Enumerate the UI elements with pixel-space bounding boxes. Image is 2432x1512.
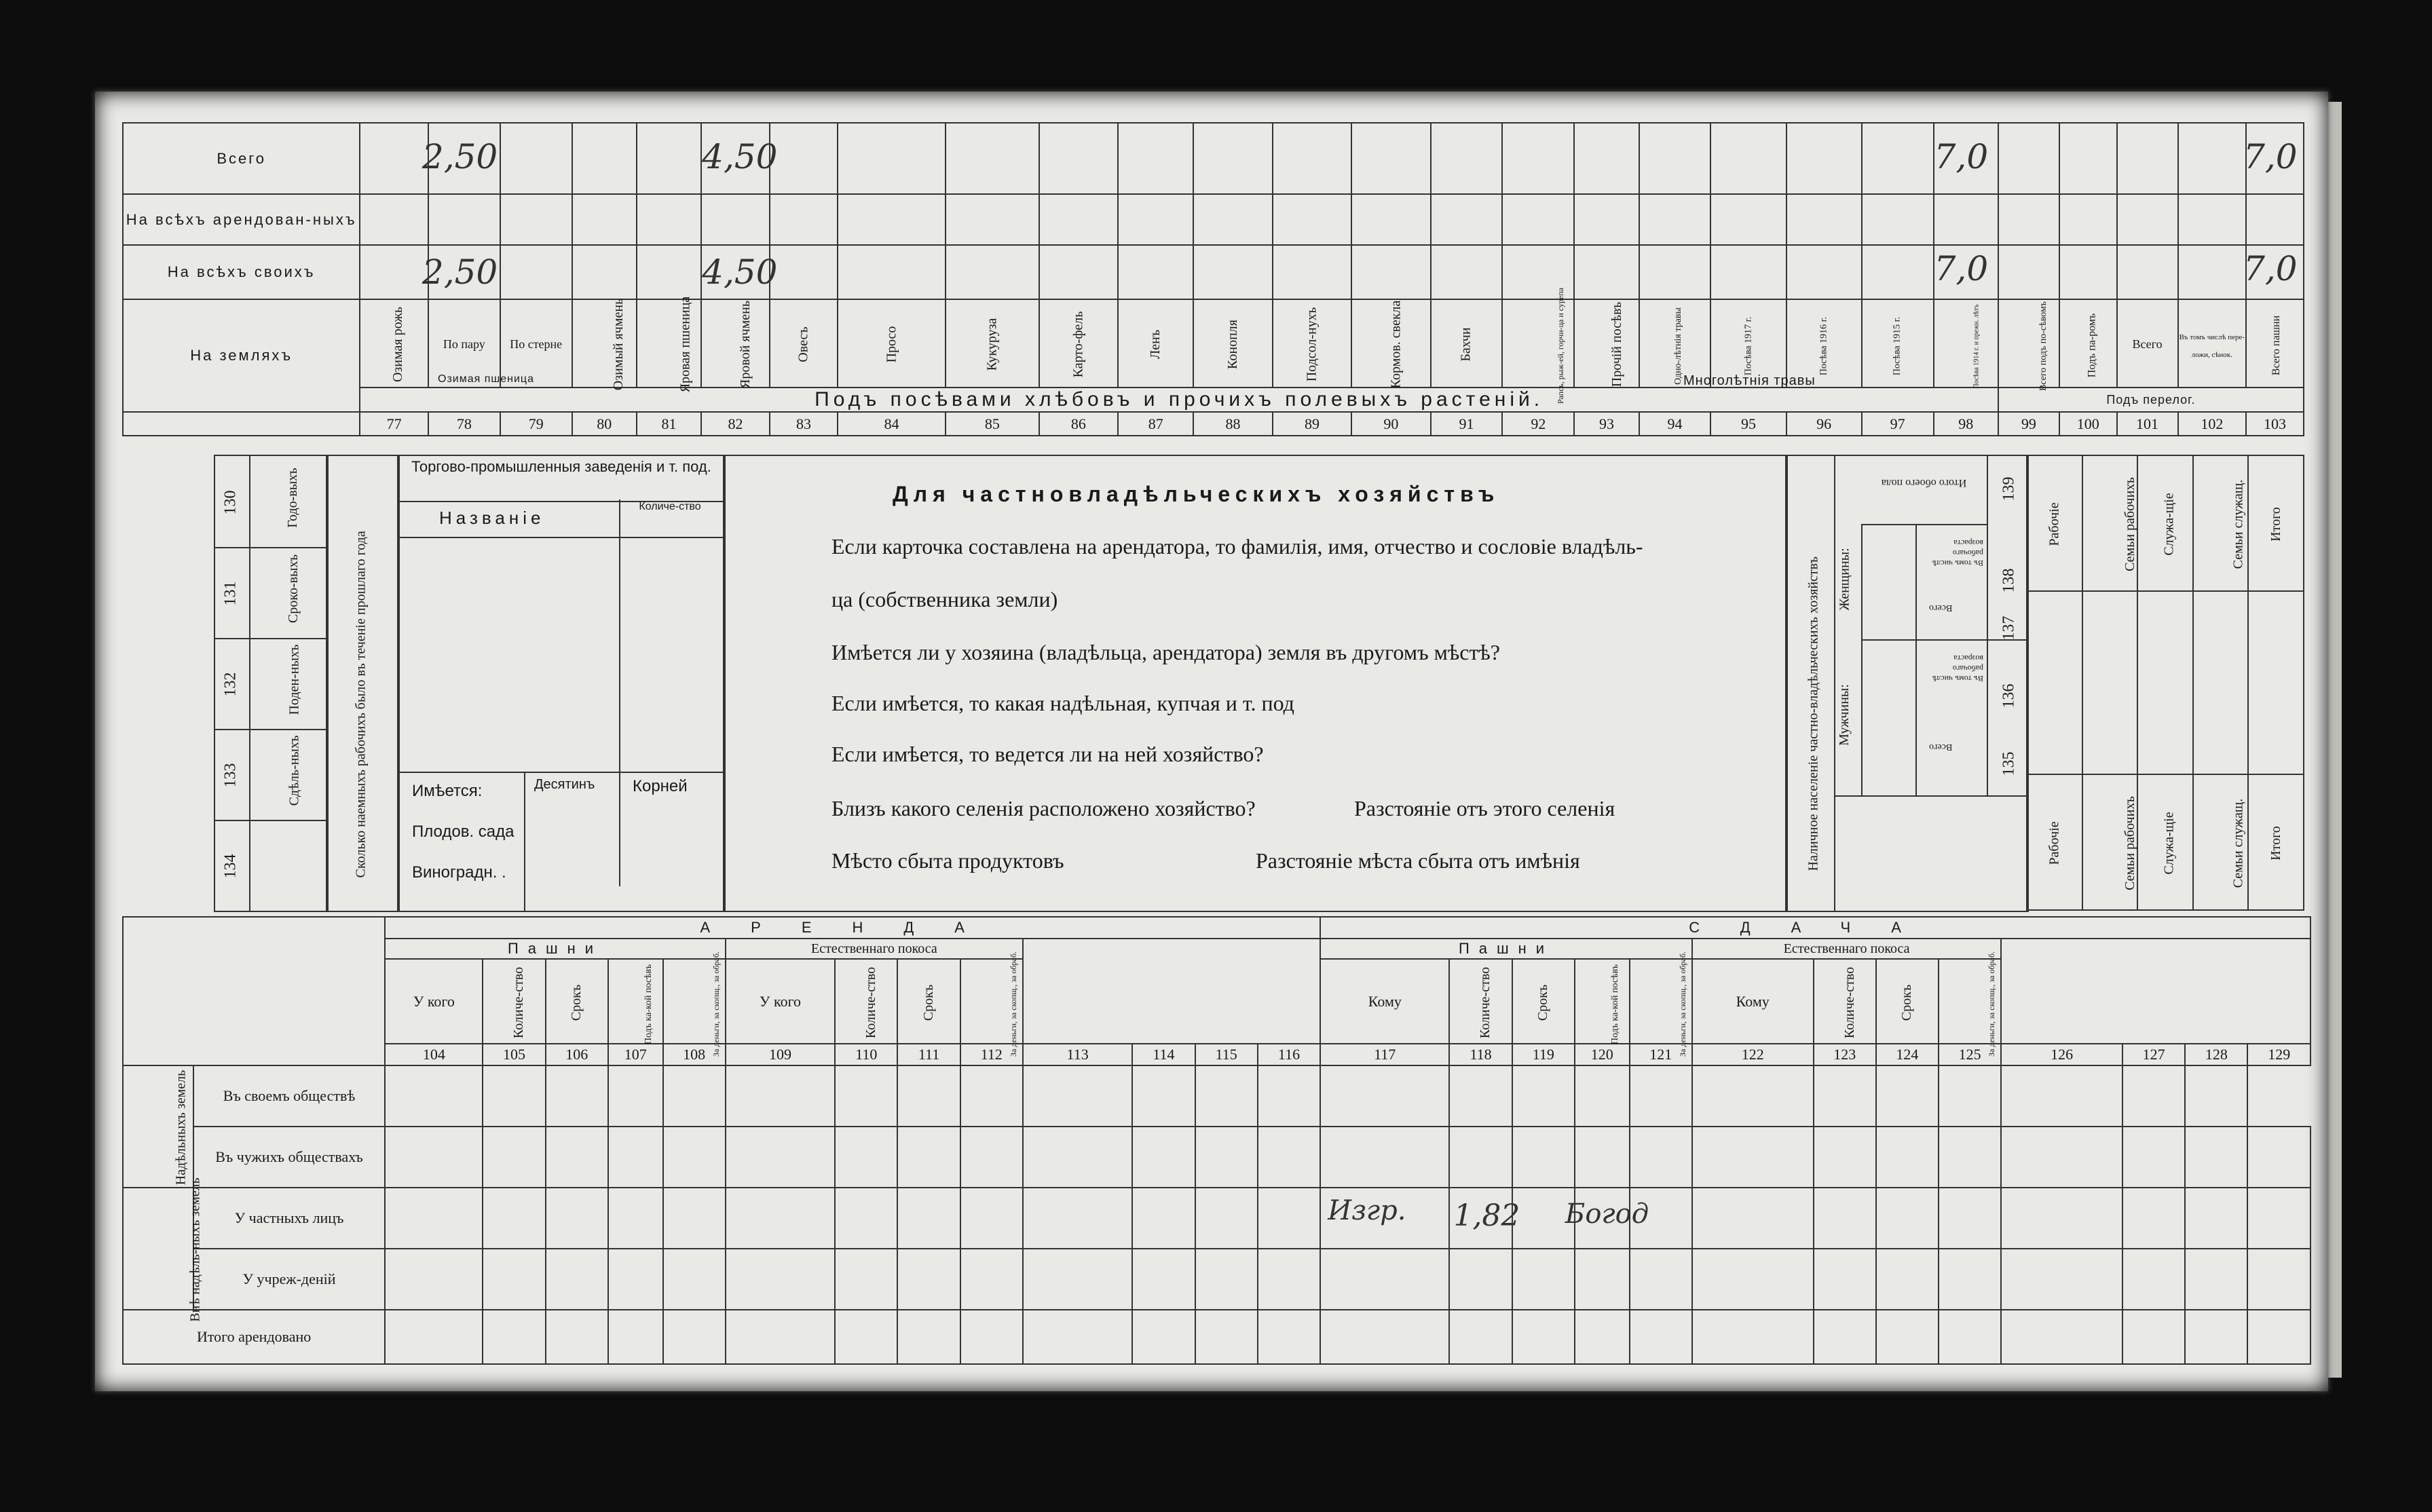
men-rabot-label: Въ томъ числѣ рабочаго возраста (1932, 654, 1983, 683)
women-rabot-label: Въ томъ числѣ рабочаго возраста (1932, 538, 1983, 568)
lease-table (122, 916, 2311, 1365)
workers-hired-box (214, 455, 329, 912)
h-99: Всего подъ по-сѣвомъ (1998, 299, 2059, 388)
h-87: Ленъ (1118, 299, 1193, 388)
num-82: 82 (701, 412, 770, 436)
num-119: 119 (1512, 1044, 1575, 1065)
trade-col-name: Названiе (439, 508, 545, 528)
hired-workers-vertical-box (326, 455, 400, 912)
population-label: Наличное населенiе частно-владѣльческихъ хозяйствъ (1806, 556, 1821, 871)
num-84: 84 (838, 412, 946, 436)
num-88: 88 (1193, 412, 1272, 436)
crops-table (122, 122, 2304, 436)
sad-label: Плодов. сада (412, 823, 515, 841)
num-137: 137 (2000, 616, 2018, 641)
w-semi-sluzhashchih-b: Семьи служащ. (2193, 774, 2249, 910)
num-123: 123 (1814, 1044, 1876, 1065)
h-103: Всего пашни (2246, 299, 2304, 388)
q6b: Разстоянiе мѣста сбыта отъ имѣнiя (1256, 848, 1580, 873)
row-na-zemlyah: На земляхъ (123, 299, 360, 412)
hw-vsego-103: 7,0 (2243, 137, 2298, 176)
row-chuzhih (123, 1127, 2311, 1188)
num-83: 83 (770, 412, 838, 436)
hw-qty: 1,82 (1453, 1198, 1520, 1233)
h-96: Посѣва 1916 г. (1786, 299, 1862, 388)
sdacha-pashni: Пашни (1320, 939, 1692, 959)
w-sluzhashchie: Служа-щiе (2137, 455, 2193, 591)
h-91: Бахчи (1431, 299, 1503, 388)
banner: Подъ посѣвами хлѣбовъ и прочихъ полевыхъ растенiй. (360, 388, 1998, 412)
h-kolvo-123: Количе-ство (1814, 959, 1876, 1044)
mnogolet-subgroup: Многолѣтнiя травы (1683, 373, 1816, 388)
num-129: 129 (2247, 1044, 2311, 1065)
men-label: Мужчины: (1836, 684, 1852, 746)
num-94: 94 (1639, 412, 1711, 436)
num-106: 106 (546, 1044, 608, 1065)
label-godovyh: Годо-выхъ (284, 468, 300, 528)
num-99: 99 (1998, 412, 2059, 436)
h-86: Карто-фель (1039, 299, 1118, 388)
num-113: 113 (1023, 1044, 1132, 1065)
num-102: 102 (2178, 412, 2247, 436)
hw-svoih-82: 4,50 (702, 252, 778, 292)
trade-box (397, 455, 726, 912)
hw-note: Богод (1565, 1198, 1649, 1230)
h-u-kogo-2: У кого (726, 959, 835, 1044)
h-za-112: За деньги, за скопщ., за обраб. (960, 959, 1023, 1044)
h-85: Кукуруза (946, 299, 1039, 388)
num-128: 128 (2185, 1044, 2247, 1065)
h-100: Подъ па-ромъ (2059, 299, 2117, 388)
w-itogo: Итого (2248, 455, 2304, 591)
num-92: 92 (1502, 412, 1574, 436)
hw-vsego-78: 2,50 (422, 137, 498, 176)
num-105: 105 (483, 1044, 545, 1065)
num-109: 109 (726, 1044, 835, 1065)
num-79: 79 (500, 412, 572, 436)
ozimaya-subgroup: Озимая пшеница (438, 373, 534, 385)
num-86: 86 (1039, 412, 1118, 436)
w-semi-rabochih: Семьи рабочихъ (2082, 455, 2138, 591)
h-pod-120: Подъ ка-кой посѣвъ (1575, 959, 1630, 1044)
num-98: 98 (1934, 412, 1998, 436)
num-136: 136 (2000, 683, 2018, 708)
h-kolvo-105: Количе-ство (483, 959, 545, 1044)
h-83: Овесъ (770, 299, 838, 388)
h-srok-124: Срокъ (1876, 959, 1939, 1044)
num-127: 127 (2122, 1044, 2185, 1065)
num-90: 90 (1351, 412, 1430, 436)
h-102: Въ томъ числѣ пере-ложи, сѣнок. (2178, 299, 2247, 388)
num-135: 135 (2000, 751, 2018, 776)
q4: Если имѣется, то ведется ли на ней хозяйство? (831, 742, 1264, 766)
group-nadelnyh: Надѣльныхъ земель (123, 1065, 193, 1188)
num-138: 138 (2000, 568, 2018, 593)
num-111: 111 (897, 1044, 960, 1065)
num-117: 117 (1320, 1044, 1449, 1065)
h-98: Посѣва 1914 г. и прежн. лѣтъ (1934, 299, 1998, 388)
w-itogo-b: Итого (2248, 774, 2304, 910)
h-78: По пару (428, 299, 500, 388)
q6a: Мѣсто сбыта продуктовъ (831, 848, 1064, 873)
hw-vsego-99: 7,0 (1934, 137, 1989, 176)
label-chastnyh: У частныхъ лицъ (193, 1188, 385, 1249)
h-94: Одно-лѣтнiя травы (1639, 299, 1711, 388)
w-sluzhashchie-b: Служа-щiе (2137, 774, 2193, 910)
hired-workers-label: Сколько наемныхъ рабочихъ было въ теченiе прошлаго года (353, 531, 369, 878)
row-svoem (123, 1065, 2311, 1127)
row-itogo (123, 1310, 2311, 1364)
imeetsya-label: Имѣется: (412, 782, 483, 800)
label-svoem: Въ своемъ обществѣ (193, 1065, 385, 1127)
arenda-pokos: Естественнаго покоса (726, 939, 1023, 959)
h-93: Прочiй посѣвъ (1574, 299, 1639, 388)
h-pod-107: Подъ ка-кой посѣвъ (608, 959, 663, 1044)
w-semi-sluzhashchih: Семьи служащ. (2193, 455, 2249, 591)
num-118: 118 (1449, 1044, 1512, 1065)
num-134: 134 (221, 854, 240, 879)
desyatin-label: Десятинъ (534, 777, 595, 792)
group-vne: Внѣ надѣль-ныхъ земель (123, 1188, 193, 1310)
label-chuzhih: Въ чужихъ обществахъ (193, 1127, 385, 1188)
label-srokovyh: Сроко-выхъ (286, 554, 301, 624)
itogo-pola-label: Итого обоего пола (1881, 477, 1967, 489)
h-84: Просо (838, 299, 946, 388)
arenda-pashni: Пашни (385, 939, 726, 959)
h-kolvo-110: Количе-ство (835, 959, 897, 1044)
q2: Имѣется ли у хозяина (владѣльца, арендатора) земля въ другомъ мѣстѣ? (831, 640, 1500, 664)
h-srok-106: Срокъ (546, 959, 608, 1044)
private-farms-box (723, 455, 1788, 912)
h-kolvo-118: Количе-ство (1449, 959, 1512, 1044)
h-komu-1: Кому (1320, 959, 1449, 1044)
num-80: 80 (572, 412, 637, 436)
h-90: Кормов. свекла (1351, 299, 1430, 388)
num-104: 104 (385, 1044, 483, 1065)
q1a: Если карточка составлена на арендатора, то фамилiя, имя, отчество и сословiе владѣль- (831, 534, 1643, 559)
label-uchrezhdeniy: У учреж-денiй (193, 1249, 385, 1310)
num-121: 121 (1630, 1044, 1692, 1065)
num-125: 125 (1939, 1044, 2001, 1065)
h-82: Яровой ячмень (701, 299, 770, 388)
h-80: Озимый ячмень (572, 299, 637, 388)
h-srok-119: Срокъ (1512, 959, 1575, 1044)
private-title: Для частновладѣльческихъ хозяйствъ (893, 482, 1500, 506)
w-rabochie: Рабочiе (2027, 455, 2082, 591)
num-110: 110 (835, 1044, 897, 1065)
num-120: 120 (1575, 1044, 1630, 1065)
num-89: 89 (1273, 412, 1351, 436)
vinograd-label: Виноградн. . (412, 863, 506, 882)
label-itogo: Итого арендовано (123, 1310, 385, 1364)
h-77: Озимая рожь (360, 299, 428, 388)
hw-svoih-103: 7,0 (2243, 249, 2298, 288)
num-96: 96 (1786, 412, 1862, 436)
num-81: 81 (637, 412, 701, 436)
num-130: 130 (221, 490, 240, 515)
hw-svoih-99: 7,0 (1934, 249, 1989, 288)
row-svoih: На всѣхъ своихъ (123, 245, 360, 299)
row-uchrezhdeniy (123, 1249, 2311, 1310)
trade-col-qty: Количе-ство (639, 501, 701, 512)
h-97: Посѣва 1915 г. (1862, 299, 1934, 388)
pereloge-label: Подъ перелог. (1998, 388, 2304, 412)
row-chastnyh (123, 1188, 2311, 1249)
num-116: 116 (1258, 1044, 1320, 1065)
hw-vsego-82: 4,50 (702, 137, 778, 176)
label-sdelnyh: Сдѣль-ныхъ (286, 735, 302, 806)
num-77: 77 (360, 412, 428, 436)
num-115: 115 (1195, 1044, 1258, 1065)
h-za-121: За деньги, за скопщ., за обраб. (1630, 959, 1692, 1044)
num-114: 114 (1132, 1044, 1195, 1065)
label-podennyh: Поден-ныхъ (286, 644, 302, 715)
row-arendovannyh: На всѣхъ арендован-ныхъ (123, 194, 360, 245)
w-semi-rabochih-b: Семьи рабочихъ (2082, 774, 2138, 910)
q5a: Близъ какого селенiя расположено хозяйство? (831, 796, 1256, 820)
num-97: 97 (1862, 412, 1934, 436)
num-91: 91 (1431, 412, 1503, 436)
num-139: 139 (2000, 476, 2018, 502)
h-88: Конопля (1193, 299, 1272, 388)
num-132: 132 (221, 672, 240, 697)
h-komu-2: Кому (1692, 959, 1814, 1044)
h-95: Посѣва 1917 г. (1710, 299, 1786, 388)
num-101: 101 (2117, 412, 2178, 436)
h-89: Подсол-нухъ (1273, 299, 1351, 388)
q1b: ца (собственника земли) (831, 587, 1058, 611)
num-85: 85 (946, 412, 1039, 436)
top-numbers-row (123, 412, 2304, 436)
num-122: 122 (1692, 1044, 1814, 1065)
men-vsego-label: Всего (1929, 742, 1953, 752)
num-93: 93 (1574, 412, 1639, 436)
num-126: 126 (2001, 1044, 2122, 1065)
women-label: Женщины: (1837, 548, 1852, 611)
num-107: 107 (608, 1044, 663, 1065)
women-vsego-label: Всего (1929, 603, 1953, 613)
h-101: Всего (2117, 299, 2178, 388)
num-100: 100 (2059, 412, 2117, 436)
h-srok-111: Срокъ (897, 959, 960, 1044)
num-87: 87 (1118, 412, 1193, 436)
arenda-title: АРЕНДА (385, 917, 1320, 939)
num-103: 103 (2246, 412, 2304, 436)
korney-label: Корней (633, 777, 688, 795)
population-box (1785, 455, 2029, 912)
num-95: 95 (1710, 412, 1786, 436)
num-124: 124 (1876, 1044, 1939, 1065)
trade-title: Торгово-промышленныя заведенiя и т. под. (398, 456, 724, 502)
h-u-kogo-1: У кого (385, 959, 483, 1044)
num-131: 131 (221, 581, 240, 606)
h-81: Яровая пшеница (637, 299, 701, 388)
num-112: 112 (960, 1044, 1023, 1065)
h-za-125: За деньги, за скопщ., за обраб. (1939, 959, 2001, 1044)
hw-svoih-78: 2,50 (422, 252, 498, 292)
sdacha-pokos: Естественнаго покоса (1692, 939, 2001, 959)
h-92: Рапсъ, рыж-ей, горчи-ца и сурепа (1502, 299, 1574, 388)
sdacha-title: СДАЧА (1320, 917, 2311, 939)
num-133: 133 (221, 763, 240, 788)
census-card (95, 92, 2328, 1391)
w-rabochie-b: Рабочiе (2027, 774, 2082, 910)
h-79: По стерне (500, 299, 572, 388)
num-78: 78 (428, 412, 500, 436)
row-vsego: Всего (123, 123, 360, 194)
num-108: 108 (663, 1044, 726, 1065)
hw-komu: Изгр. (1328, 1195, 1406, 1226)
q5b: Разстоянiе отъ этого селенiя (1354, 796, 1615, 820)
workers-table (2026, 455, 2304, 911)
h-za-108: За деньги, за скопщ., за обраб. (663, 959, 726, 1044)
q3: Если имѣется, то какая надѣльная, купчая и т. под (831, 691, 1294, 715)
